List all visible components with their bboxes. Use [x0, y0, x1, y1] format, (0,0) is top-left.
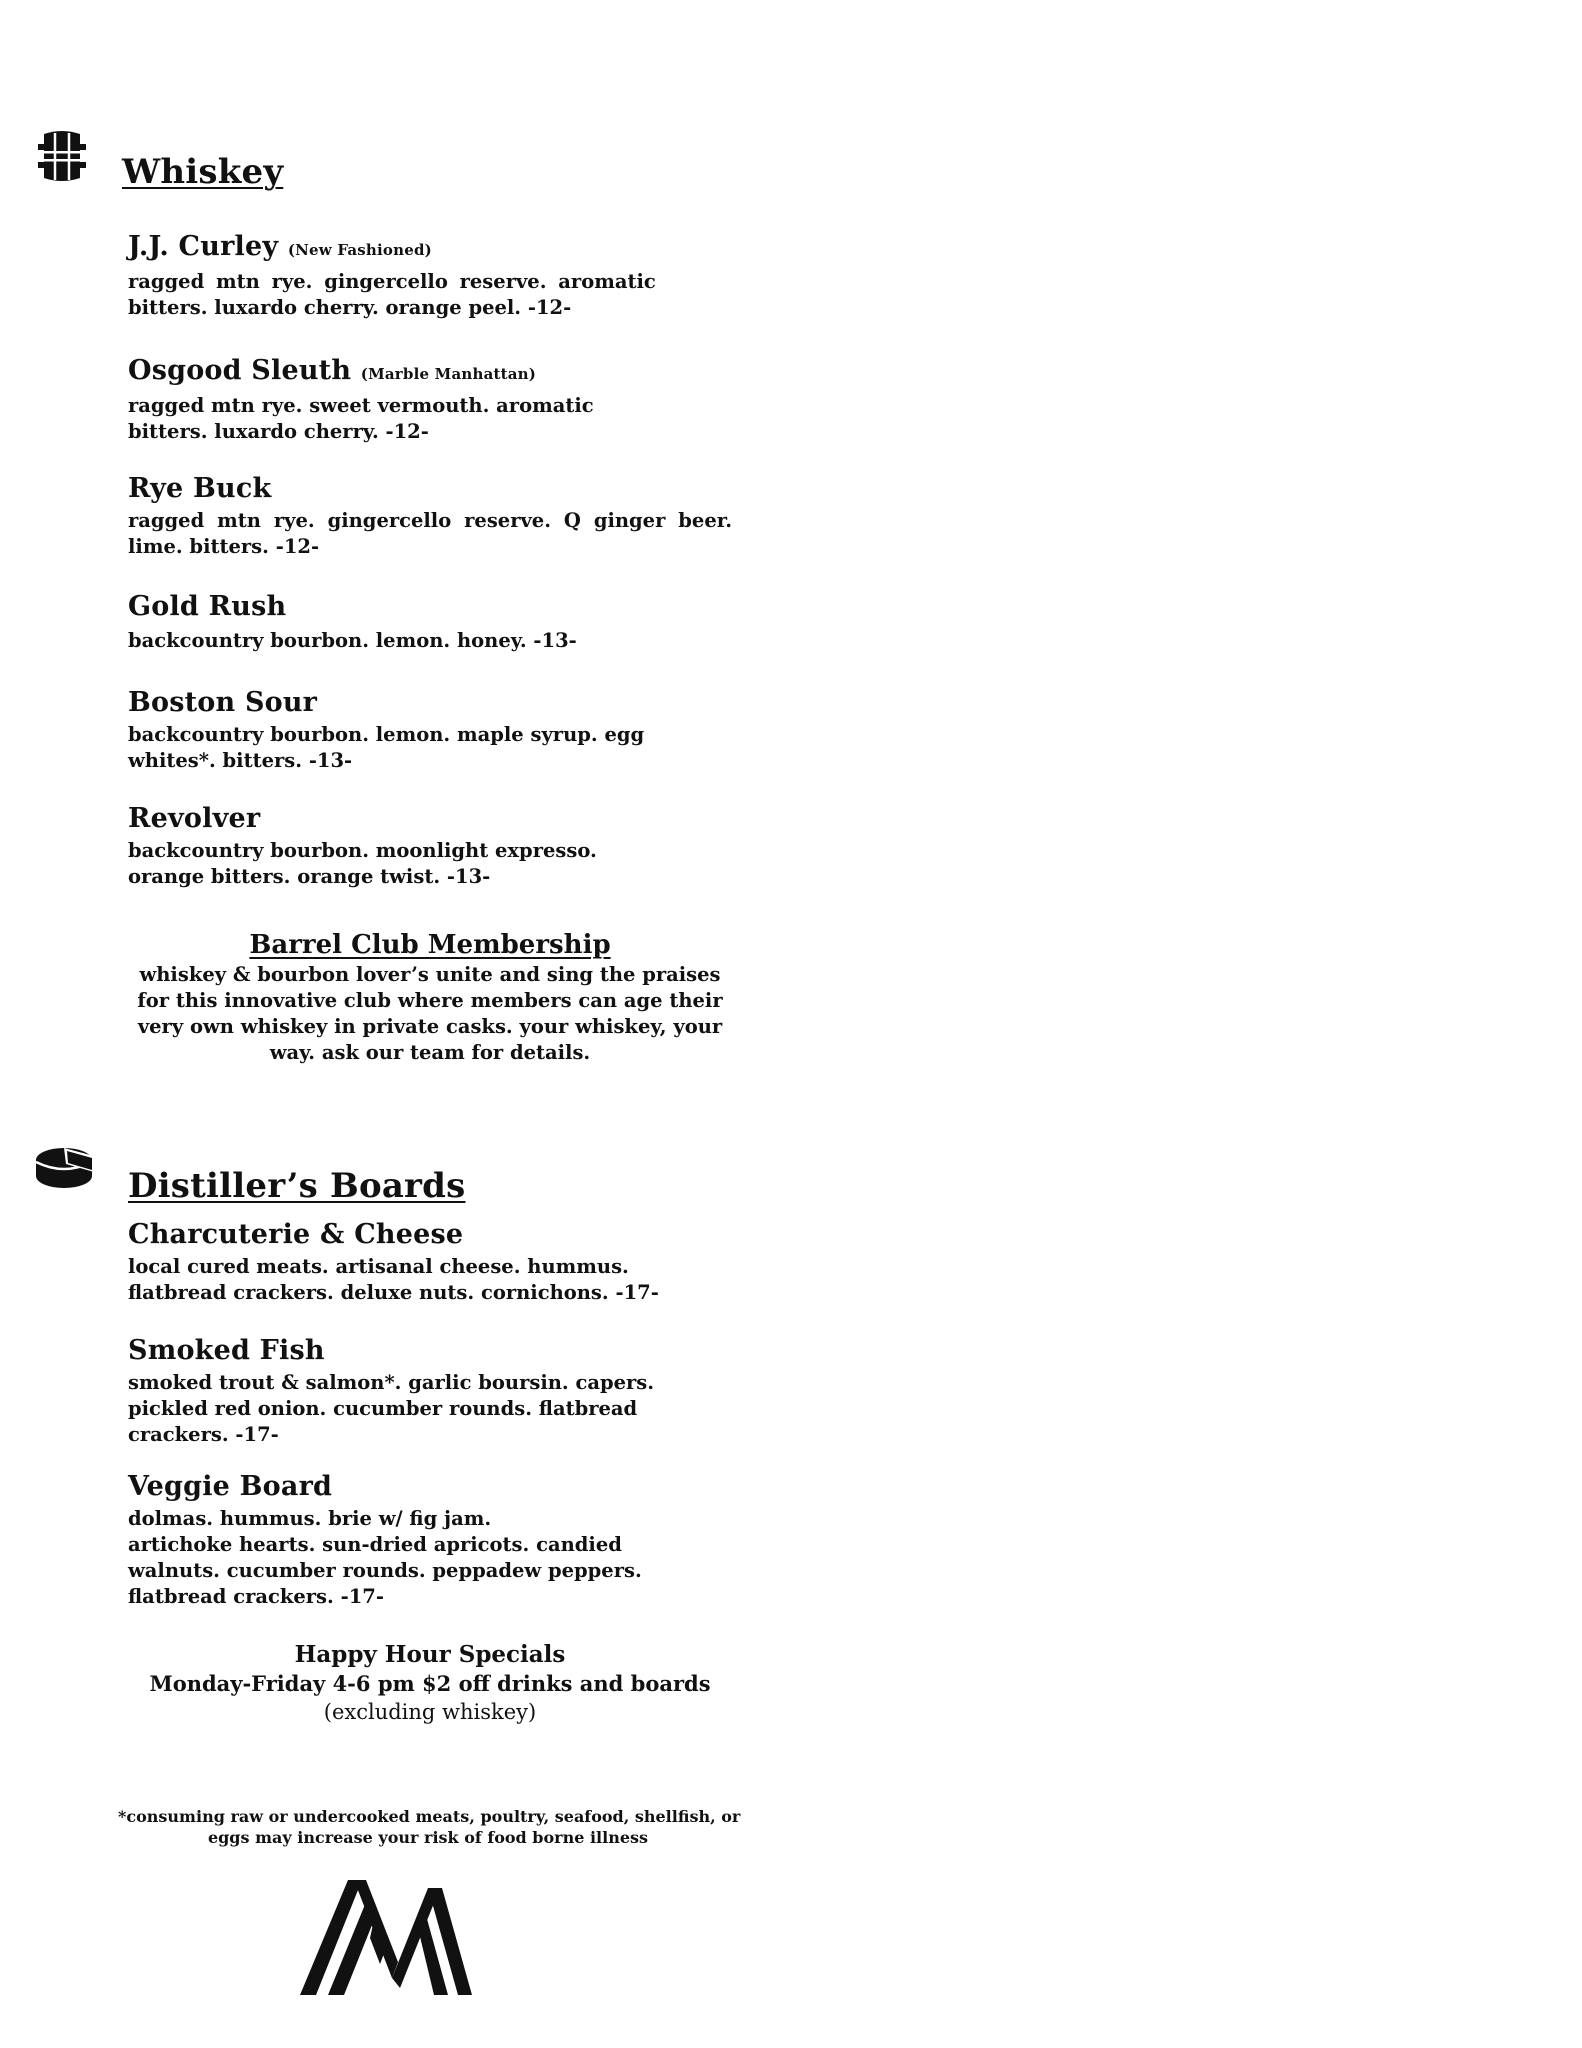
menu-item-veggie-board [128, 1472, 748, 1610]
barrel-club-line: whiskey & bourbon lover’s unite and sing the praises [139, 963, 721, 986]
description-line: crackers. -17- [128, 1423, 279, 1446]
description-line: lime. bitters. -12- [128, 535, 320, 558]
description-line: bitters. luxardo cherry. -12- [128, 420, 429, 443]
item-description [128, 269, 748, 321]
disclaimer-line: eggs may increase your risk of food borne illness [207, 1828, 649, 1847]
item-description [128, 393, 748, 445]
whiskey-title: Whiskey [122, 152, 284, 192]
barrel-club-title: Barrel Club Membership [249, 930, 611, 960]
item-note: (New Fashioned) [287, 241, 432, 259]
barrel-club-line: way. ask our team for details. [269, 1041, 591, 1064]
item-description [128, 628, 748, 654]
menu-item-jj-curley [128, 232, 748, 321]
description-line: walnuts. cucumber rounds. peppadew peppers. [128, 1559, 642, 1582]
description-line: backcountry bourbon. lemon. honey. -13- [128, 629, 577, 652]
item-description [128, 1506, 748, 1610]
description-line: ragged mtn rye. gingercello reserve. aromatic [128, 270, 656, 293]
happy-hour-line: (excluding whiskey) [323, 1700, 537, 1724]
menu-item-boston-sour [128, 688, 748, 774]
description-line: ragged mtn rye. sweet vermouth. aromatic [128, 394, 594, 417]
description-line: flatbread crackers. -17- [128, 1585, 384, 1608]
item-name: Charcuterie & Cheese [128, 1219, 464, 1250]
description-line: pickled red onion. cucumber rounds. flatbread [128, 1397, 638, 1420]
happy-hour-title: Happy Hour Specials [294, 1641, 566, 1668]
item-description [128, 1254, 748, 1306]
menu-item-charcuterie [128, 1220, 748, 1306]
cheese-wheel-icon [34, 1142, 98, 1194]
description-line: smoked trout & salmon*. garlic boursin. capers. [128, 1371, 655, 1394]
description-line: backcountry bourbon. lemon. maple syrup. egg [128, 723, 645, 746]
monogram-logo [300, 1880, 472, 1995]
item-name: Smoked Fish [128, 1335, 325, 1366]
barrel-icon [36, 130, 88, 182]
boards-title: Distiller’s Boards [128, 1166, 466, 1206]
description-line: artichoke hearts. sun-dried apricots. candied [128, 1533, 622, 1556]
description-line: ragged mtn rye. gingercello reserve. Q ginger beer. [128, 509, 732, 532]
item-description [128, 722, 748, 774]
food-safety-disclaimer [118, 1806, 741, 1848]
barrel-club-callout [130, 930, 730, 1066]
description-line: local cured meats. artisanal cheese. hummus. [128, 1255, 629, 1278]
happy-hour-line: Monday-Friday 4-6 pm $2 off drinks and boards [149, 1671, 711, 1696]
description-line: bitters. luxardo cherry. orange peel. -12- [128, 296, 572, 319]
item-note: (Marble Manhattan) [360, 365, 537, 383]
item-name: Revolver [128, 803, 261, 834]
disclaimer-line: *consuming raw or undercooked meats, poultry, seafood, shellfish, or [118, 1807, 741, 1826]
item-name: J.J. Curley [128, 231, 279, 262]
menu-item-rye-buck [128, 474, 748, 560]
description-line: backcountry bourbon. moonlight expresso. [128, 839, 597, 862]
description-line: dolmas. hummus. brie w/ fig jam. [128, 1507, 492, 1530]
barrel-club-line: very own whiskey in private casks. your whiskey, your [137, 1015, 723, 1038]
item-name: Gold Rush [128, 591, 287, 622]
description-line: orange bitters. orange twist. -13- [128, 865, 491, 888]
item-name: Veggie Board [128, 1471, 333, 1502]
menu-item-revolver [128, 804, 748, 890]
item-description [128, 1370, 748, 1448]
item-name: Osgood Sleuth [128, 355, 352, 386]
item-description [128, 838, 748, 890]
barrel-club-line: for this innovative club where members can age their [137, 989, 723, 1012]
menu-item-gold-rush [128, 592, 748, 654]
description-line: flatbread crackers. deluxe nuts. cornichons. -17- [128, 1281, 659, 1304]
item-name: Rye Buck [128, 473, 272, 504]
happy-hour-callout [130, 1640, 730, 1727]
menu-item-osgood-sleuth [128, 356, 748, 445]
item-name: Boston Sour [128, 687, 318, 718]
menu-item-smoked-fish [128, 1336, 748, 1448]
item-description [128, 508, 732, 560]
description-line: whites*. bitters. -13- [128, 749, 353, 772]
